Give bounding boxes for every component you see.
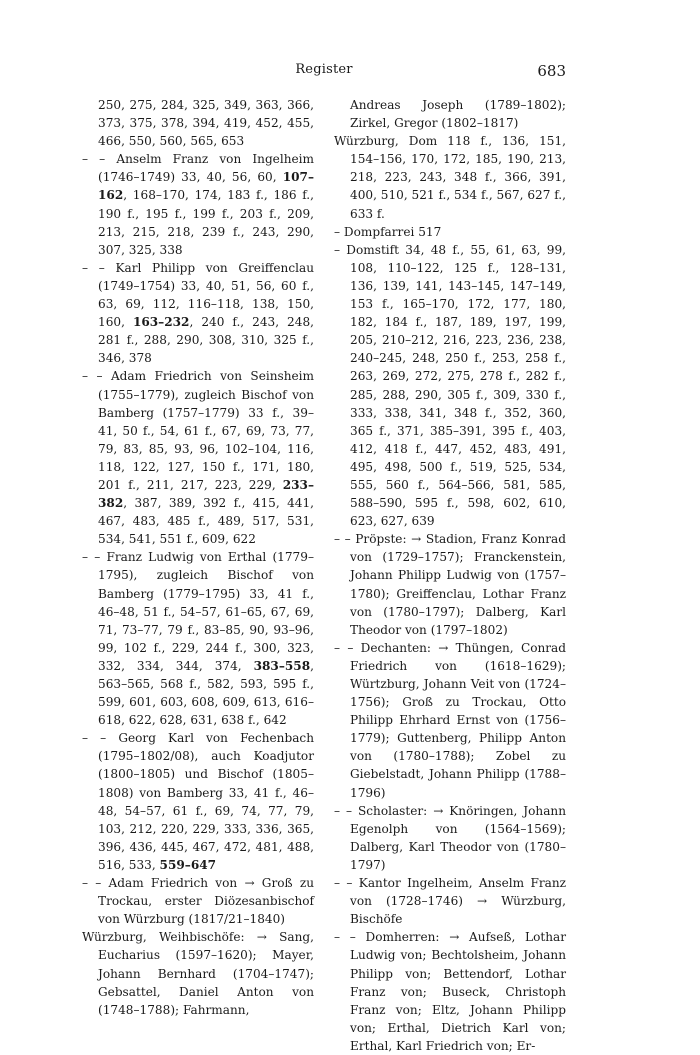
bold-page-range: 163–232 — [132, 315, 190, 330]
index-entry — [82, 548, 314, 729]
bold-page-range: 383–558 — [253, 658, 311, 673]
index-entry — [334, 639, 566, 802]
entry-text: – – Dechanten: → Thüngen, Conrad Friedrich von (1618–1629); Würtzburg, Johann Veit von (1724–1756); Groß zu Trockau, Otto Philipp Ehrhard Ernst von (1756–1779); Guttenberg, Philipp Anton von (1780–1788); Zobel zu Giebelstadt, Johann Philipp (1788–1796) — [334, 640, 566, 800]
bold-page-range: 233–382 — [98, 477, 314, 511]
index-entry — [82, 96, 314, 150]
index-entry — [334, 132, 566, 222]
index-entry — [334, 928, 566, 1055]
entry-text: – – Adam Friedrich von → Groß zu Trockau, erster Diözesanbischof von Würzburg (1817/21–1840) — [82, 876, 314, 927]
entry-text: – – Georg Karl von Fechenbach (1795–1802/08), auch Koadjutor (1800–1805) und Bischof (1805–1808) von Bamberg 33, 41 f., 46–48, 54–57, 61 f., 69, 74, 77, 79, 103, 212, 220, 229, 333, 336, 365, 396, 436, 445, 467, 472, 481, 488, 516, 533, — [82, 731, 314, 872]
running-header — [82, 62, 566, 82]
entry-text: , 563–565, 568 f., 582, 593, 595 f., 599, 601, 603, 608, 609, 613, 616–618, 622, 628, 631, 638 f., 642 — [98, 658, 314, 728]
entry-text: – – Scholaster: → Knöringen, Johann Egenolph von (1564–1569); Dalberg, Karl Theodor von (1780–1797) — [334, 803, 566, 872]
entry-text: – Domstift 34, 48 f., 55, 61, 63, 99, 108, 110–122, 125 f., 128–131, 136, 139, 141, 143–145, 147–149, 153 f., 165–170, 172, 177, 180, 182, 184 f., 187, 189, 197, 199, 205, 210–212, 216, 223, 236, 238, 240–245, 248, 250 f., 253, 258 f., 263, 269, 272, 275, 278 f., 282 f., 285, 288, 290, 305 f., 309, 330 f., 333, 338, 341, 348 f., 352, 360, 365 f., 371, 385–391, 395 f., 403, 412, 418 f., 447, 452, 483, 491, 495, 498, 500 f., 519, 525, 534, 555, 560 f., 564–566, 581, 585, 588–590, 595 f., 598, 602, 610, 623, 627, 639 — [334, 242, 566, 529]
index-entry — [334, 802, 566, 874]
index-entry — [334, 530, 566, 639]
entry-text: – Dompfarrei 517 — [334, 224, 442, 239]
page-number: 683 — [537, 62, 566, 80]
entry-text: – – Pröpste: → Stadion, Franz Konrad von (1729–1757); Franckenstein, Johann Philipp Ludwig von (1757–1780); Greiffenclau, Lothar Franz von (1780–1797); Dalberg, Karl Theodor von (1797–1802) — [334, 532, 566, 637]
entry-text: Andreas Joseph (1789–1802); Zirkel, Gregor (1802–1817) — [350, 98, 566, 131]
entry-text: , 168–170, 174, 183 f., 186 f., 190 f., 195 f., 199 f., 203 f., 209, 213, 215, 218, 239 f., 243, 290, 307, 325, 338 — [98, 188, 314, 257]
bold-page-range: 107–162 — [98, 170, 314, 203]
index-entry — [82, 729, 314, 874]
index-entry — [82, 150, 314, 259]
index-entry — [82, 367, 314, 548]
entry-text: – – Franz Ludwig von Erthal (1779–1795), zugleich Bischof von Bamberg (1779–1795) 33, 41 f., 46–48, 51 f., 54–57, 61–65, 67, 69, 71, 73–77, 79 f., 83–85, 90, 93–96, 99, 102 f., 229, 244 f., 300, 323, 332, 334, 344, 374, — [82, 550, 314, 673]
entry-text: – – Anselm Franz von Ingelheim (1746–1749) 33, 40, 56, 60, — [82, 152, 314, 185]
entry-text: , 240 f., 243, 248, 281 f., 288, 290, 308, 310, 325 f., 346, 378 — [98, 315, 314, 366]
index-entry — [82, 259, 314, 368]
index-entry — [334, 874, 566, 928]
entry-text: Würzburg, Dom 118 f., 136, 151, 154–156, 170, 172, 185, 190, 213, 218, 223, 243, 348 f., 366, 391, 400, 510, 521 f., 534 f., 567, 627 f., 633 f. — [334, 134, 566, 221]
entry-text: Würzburg, Weihbischöfe: → Sang, Eucharius (1597–1620); Mayer, Johann Bernhard (1704–1747); Gebsattel, Daniel Anton von (1748–1788); Fahrmann, — [82, 930, 314, 1017]
index-column-right — [334, 96, 566, 1055]
index-entry — [82, 874, 314, 928]
header-title: Register — [295, 62, 353, 77]
index-entry — [334, 96, 566, 132]
index-column-left — [82, 96, 314, 1019]
entry-text: , 387, 389, 392 f., 415, 441, 467, 483, 485 f., 489, 517, 531, 534, 541, 551 f., 609, 622 — [98, 496, 314, 547]
entry-text: – – Adam Friedrich von Seinsheim (1755–1779), zugleich Bischof von Bamberg (1757–1779) 33 f., 39–41, 50 f., 54, 61 f., 67, 69, 73, 77, 79, 83, 85, 93, 96, 102–104, 116, 118, 122, 127, 150 f., 171, 180, 201 f., 211, 217, 223, 229, — [82, 369, 314, 492]
index-entry — [334, 223, 566, 241]
entry-text: – – Karl Philipp von Greiffenclau (1749–1754) 33, 40, 51, 56, 60 f., 63, 69, 112, 116–118, 138, 150, 160, — [82, 260, 314, 330]
entry-text: 250, 275, 284, 325, 349, 363, 366, 373, 375, 378, 394, 419, 452, 455, 466, 550, 560, 565, 653 — [98, 98, 314, 149]
entry-text: – – Kantor Ingelheim, Anselm Franz von (1728–1746) → Würzburg, Bischöfe — [334, 876, 566, 927]
index-entry — [334, 241, 566, 531]
entry-text: – – Domherren: → Aufseß, Lothar Ludwig von; Bechtolsheim, Johann Philipp von; Bettendorf, Lothar Franz von; Buseck, Christoph Franz von; Eltz, Johann Philipp von; Erthal, Dietrich Karl von; Erthal, Karl Friedrich von; Er- — [334, 930, 566, 1053]
bold-page-range: 559–647 — [159, 857, 217, 872]
index-entry — [82, 928, 314, 1018]
